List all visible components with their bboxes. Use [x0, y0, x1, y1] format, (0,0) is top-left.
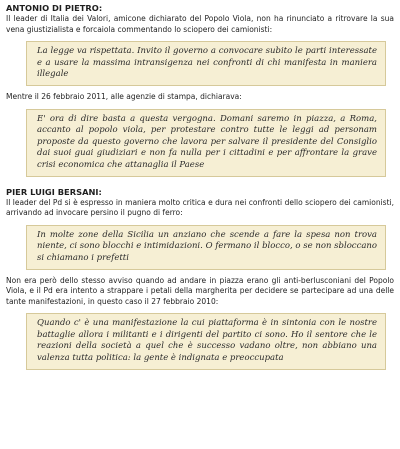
- quote-box: La legge va rispettata. Invito il governo a convocare subito le parti interessate e a usare la massima intransigenza nei confronti di chi manifesta in maniera illegale: [26, 41, 386, 86]
- intro-paragraph: Il leader del Pd si è espresso in maniera molto critica e dura nei confronti dello sciopero dei camionisti, arrivando ad invocare persino il pugno di ferro:: [6, 197, 394, 218]
- quote-box: Quando c' è una manifestazione la cui piattaforma è in sintonia con le nostre battaglie allora i militanti e i dirigenti del partito ci sono. Ho il sentore che le reazioni della società a quel che è successo vadano oltre, non abbiano una valenza tutta politica: la gente è indignata e preoccupata: [26, 313, 386, 369]
- quote-box: In molte zone della Sicilia un anziano che scende a fare la spesa non trova niente, ci sono blocchi e intimidazioni. O fermano il blocco, o se non sbloccano si chiamano i prefetti: [26, 225, 386, 270]
- middle-paragraph: Mentre il 26 febbraio 2011, alle agenzie di stampa, dichiarava:: [6, 91, 242, 101]
- quote-box: E' ora di dire basta a questa vergogna. Domani saremo in piazza, a Roma, accanto al popolo viola, per protestare contro tutte le leggi ad personam proposte da questo governo che lavora per salvare il presidente del Consiglio dai suoi guai giudiziari e non fa nulla per i cittadini e per affrontare la grave crisi economica che attanaglia il Paese: [26, 109, 386, 177]
- section-heading: PIER LUIGI BERSANI:: [6, 186, 102, 197]
- intro-paragraph: Il leader di Italia dei Valori, amicone dichiarato del Popolo Viola, non ha rinunciato a ritrovare la sua vena giustizialista e forcaiola commentando lo sciopero dei camionisti:: [6, 14, 394, 34]
- middle-paragraph: Non era però dello stesso avviso quando ad andare in piazza erano gli anti-berlusconiani del Popolo Viola, e il Pd era intento a strappare i petali della margherita per decidere se partecipare ad una delle tante manifestazioni, in questo caso il 27 febbraio 2010:: [6, 275, 394, 306]
- section-heading: ANTONIO DI PIETRO:: [6, 3, 103, 13]
- section-di-pietro: [6, 3, 394, 177]
- section-bersani: [6, 187, 394, 370]
